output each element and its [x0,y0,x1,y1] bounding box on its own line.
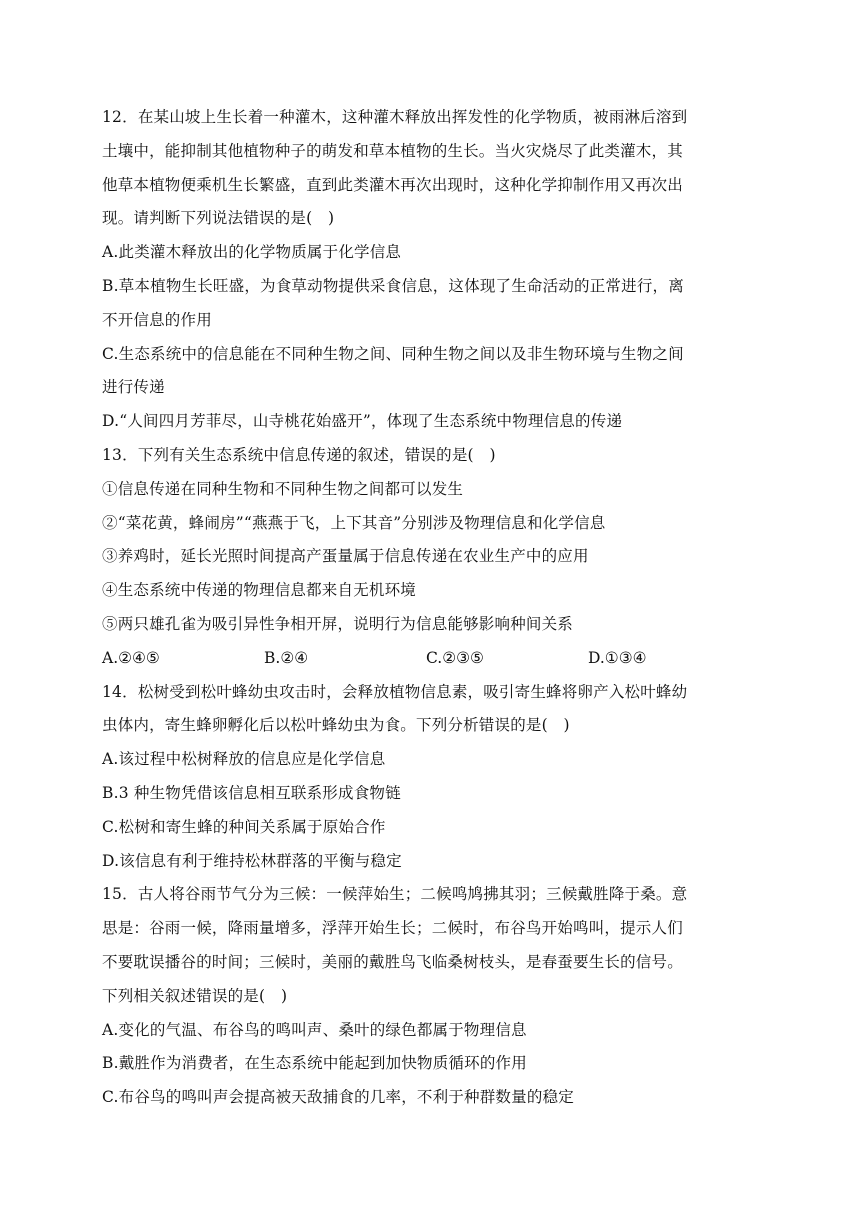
q14-option-b: B.3 种生物凭借该信息相互联系形成食物链 [102,783,401,802]
q14-option-a: A.该过程中松树释放的信息应是化学信息 [102,750,386,769]
q13-statement-1: ①信息传递在同种生物和不同种生物之间都可以发生 [102,479,464,498]
q13-option-b: B.②④ [264,648,309,667]
q13-statement-5: ⑤两只雄孔雀为吸引异性争相开屏，说明行为信息能够影响种间关系 [102,614,574,633]
q13-stem: 13．下列有关生态系统中信息传递的叙述，错误的是( ) [102,445,496,464]
q15-option-a: A.变化的气温、布谷鸟的鸣叫声、桑叶的绿色都属于物理信息 [102,1020,527,1039]
q13-statement-4: ④生态系统中传递的物理信息都来自无机环境 [102,581,417,600]
q14-option-c: C.松树和寄生蜂的种间关系属于原始合作 [102,817,386,836]
question-13 [102,439,750,676]
q12-option-d: D.“人间四月芳菲尽，山寺桃花始盛开”，体现了生态系统中物理信息的传递 [102,412,623,431]
q15-option-c: C.布谷鸟的鸣叫声会提高被天敌捕食的几率，不利于种群数量的稳定 [102,1088,574,1107]
q13-statement-3: ③养鸡时，延长光照时间提高产蛋量属于信息传递在农业生产中的应用 [102,547,589,566]
question-15 [102,878,750,1115]
q14-stem-line-1: 14．松树受到松叶蜂幼虫攻击时，会释放植物信息素，吸引寄生蜂将卵产入松叶蜂幼 [102,682,688,701]
question-12 [102,101,750,439]
q15-option-b: B.戴胜作为消费者，在生态系统中能起到加快物质循环的作用 [102,1054,527,1073]
q15-stem-line-3: 不要耽误播谷的时间；三候时，美丽的戴胜鸟飞临桑树枝头，是春蚕要生长的信号。 [102,952,683,971]
q13-option-d: D.①③④ [588,648,647,667]
exam-page [102,101,750,1115]
q12-stem-line-4: 现。请判断下列说法错误的是( ) [102,209,335,228]
q12-stem-line-1: 12．在某山坡上生长着一种灌木，这种灌木释放出挥发性的化学物质，被雨淋后溶到 [102,108,688,126]
q15-stem-line-4: 下列相关叙述错误的是( ) [102,986,288,1005]
q13-options-row [102,642,750,676]
q12-option-c-line-2: 进行传递 [102,378,165,397]
q12-option-a: A.此类灌木释放出的化学物质属于化学信息 [102,243,402,262]
q15-stem-line-1: 15．古人将谷雨节气分为三候：一候萍始生；二候鸣鸠拂其羽；三候戴胜降于桑。意 [102,885,688,904]
q14-stem-line-2: 虫体内，寄生蜂卵孵化后以松叶蜂幼虫为食。下列分析错误的是( ) [102,716,570,735]
q12-option-b-line-1: B.草本植物生长旺盛，为食草动物提供采食信息，这体现了生命活动的正常进行，离 [102,276,684,295]
q13-option-c: C.②③⑤ [426,648,484,667]
q12-stem-line-2: 土壤中，能抑制其他植物种子的萌发和草本植物的生长。当火灾烧尽了此类灌木，其 [102,141,683,160]
q12-stem-line-3: 他草本植物便乘机生长繁盛，直到此类灌木再次出现时，这种化学抑制作用又再次出 [102,175,683,194]
q12-option-b-line-2: 不开信息的作用 [102,310,212,329]
q15-stem-line-2: 思是：谷雨一候，降雨量增多，浮萍开始生长；二候时，布谷鸟开始鸣叫，提示人们 [102,919,683,938]
q14-option-d: D.该信息有利于维持松林群落的平衡与稳定 [102,851,402,870]
q13-statement-2: ②“菜花黄，蜂闹房”“燕燕于飞，上下其音”分别涉及物理信息和化学信息 [102,513,606,532]
q12-option-c-line-1: C.生态系统中的信息能在不同种生物之间、同种生物之间以及非生物环境与生物之间 [102,344,684,363]
q13-option-a: A.②④⑤ [102,648,160,667]
question-14 [102,676,750,879]
